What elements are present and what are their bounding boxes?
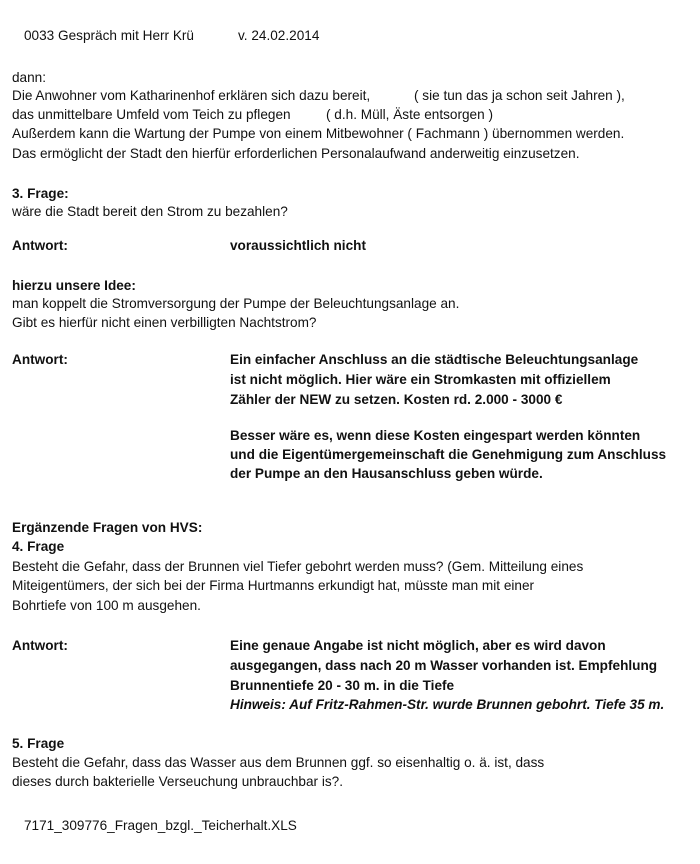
idea-line-2: Gibt es hierfür nicht einen verbilligten Nachtstrom?: [12, 315, 317, 330]
q3-heading: 3. Frage:: [12, 186, 69, 201]
document-title: 0033 Gespräch mit Herr Krü: [24, 28, 194, 43]
q3-answer3-line: Besser wäre es, wenn diese Kosten eingespart werden könnten: [230, 428, 641, 443]
q3-answer2-line: ist nicht möglich. Hier wäre ein Stromkasten mit offiziellem: [230, 372, 611, 387]
intro-line-3: Außerdem kann die Wartung der Pumpe von einem Mitbewohner ( Fachmann ) übernommen werden.: [12, 126, 625, 141]
intro-line-1: Die Anwohner vom Katharinenhof erklären sich dazu bereit,: [12, 88, 371, 103]
q3-answer2-label: Antwort:: [12, 352, 68, 367]
q5-line: Besteht die Gefahr, dass das Wasser aus dem Brunnen ggf. so eisenhaltig o. ä. ist, dass: [12, 755, 545, 770]
q4-answer-line: ausgegangen, dass nach 20 m Wasser vorhanden ist. Empfehlung: [230, 658, 658, 673]
intro-line-4: Das ermöglicht der Stadt den hierfür erforderlichen Personalaufwand anderweitig einzusetzen.: [12, 146, 580, 161]
intro-line-1-aside: ( sie tun das ja schon seit Jahren ),: [414, 88, 625, 103]
q4-line: Bohrtiefe von 100 m ausgehen.: [12, 598, 201, 613]
intro-line-2: das unmittelbare Umfeld vom Teich zu pflegen: [12, 107, 291, 122]
q4-answer-label: Antwort:: [12, 638, 68, 653]
q4-answer-line: Eine genaue Angabe ist nicht möglich, aber es wird davon: [230, 638, 606, 653]
idea-line-1: man koppelt die Stromversorgung der Pumpe der Beleuchtungsanlage an.: [12, 296, 460, 311]
q3-answer: voraussichtlich nicht: [230, 238, 366, 253]
q3-answer2-line: Zähler der NEW zu setzen. Kosten rd. 2.000 - 3000 €: [230, 392, 563, 407]
footer-filename: 7171_309776_Fragen_bzgl._Teicherhalt.XLS: [24, 818, 297, 833]
q5-heading: 5. Frage: [12, 736, 65, 751]
q3-question: wäre die Stadt bereit den Strom zu bezahlen?: [12, 204, 288, 219]
hvs-heading: Ergänzende Fragen von HVS:: [12, 520, 203, 535]
q4-hint: Hinweis: Auf Fritz-Rahmen-Str. wurde Brunnen gebohrt. Tiefe 35 m.: [230, 697, 665, 712]
q3-answer3-line: der Pumpe an den Hausanschluss geben würde.: [230, 466, 543, 481]
document-date: v. 24.02.2014: [238, 28, 320, 43]
q5-line: dieses durch bakterielle Verseuchung unbrauchbar is?.: [12, 774, 343, 789]
intro-line-2-aside: ( d.h. Müll, Äste entsorgen ): [326, 107, 493, 122]
q3-answer2-line: Ein einfacher Anschluss an die städtische Beleuchtungsanlage: [230, 352, 639, 367]
q3-answer-label: Antwort:: [12, 238, 68, 253]
q4-heading: 4. Frage: [12, 539, 65, 554]
q4-line: Besteht die Gefahr, dass der Brunnen viel Tiefer gebohrt werden muss? (Gem. Mitteilung eines: [12, 559, 584, 574]
q3-answer3-line: und die Eigentümergemeinschaft die Genehmigung zum Anschluss: [230, 447, 667, 462]
intro-label: dann:: [12, 70, 47, 85]
q4-answer-line: Brunnentiefe 20 - 30 m. in die Tiefe: [230, 678, 455, 693]
q4-line: Miteigentümers, der sich bei der Firma Hurtmanns erkundigt hat, müsste man mit einer: [12, 578, 535, 593]
idea-heading: hierzu unsere Idee:: [12, 278, 136, 293]
